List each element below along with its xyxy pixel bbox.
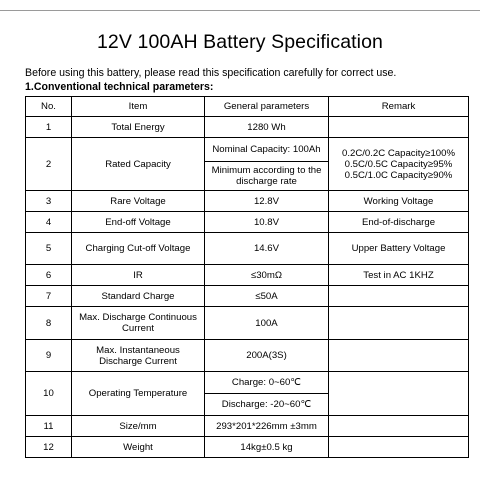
row-remark (329, 437, 469, 458)
row-param: 10.8V (205, 212, 329, 233)
intro-text: Before using this battery, please read this specification carefully for correct use. (25, 67, 397, 79)
row-item: IR (72, 265, 205, 286)
spec-table (25, 96, 469, 458)
header-item: Item (72, 97, 205, 117)
row-no: 7 (26, 286, 72, 307)
table-row (26, 117, 469, 138)
table-row (26, 138, 469, 162)
row-param: 1280 Wh (205, 117, 329, 138)
row-param: ≤50A (205, 286, 329, 307)
row-param: 14kg±0.5 kg (205, 437, 329, 458)
section-heading: 1.Conventional technical parameters: (25, 81, 214, 93)
row-item: Charging Cut-off Voltage (72, 233, 205, 265)
row-param: Charge: 0~60℃ (205, 372, 329, 394)
header-no: No. (26, 97, 72, 117)
row-item: Standard Charge (72, 286, 205, 307)
row-param: 200A(3S) (205, 340, 329, 372)
row-remark: Upper Battery Voltage (329, 233, 469, 265)
row-no: 6 (26, 265, 72, 286)
remark-line: 0.5C/1.0C Capacity≥90% (344, 169, 453, 181)
row-remark (329, 340, 469, 372)
row-remark: Test in AC 1KHZ (329, 265, 469, 286)
row-item: Max. Discharge Continuous Current (72, 307, 205, 340)
table-row (26, 372, 469, 394)
row-param: 100A (205, 307, 329, 340)
row-remark (329, 286, 469, 307)
row-item: Size/mm (72, 416, 205, 437)
row-no: 12 (26, 437, 72, 458)
table-row (26, 191, 469, 212)
table-row (26, 233, 469, 265)
top-rule (0, 10, 480, 11)
page-title: 12V 100AH Battery Specification (96, 31, 383, 53)
row-param: Discharge: -20~60℃ (205, 394, 329, 416)
row-item: Rated Capacity (72, 138, 205, 191)
table-row (26, 286, 469, 307)
row-remark: Working Voltage (329, 191, 469, 212)
table-row (26, 212, 469, 233)
row-param: 12.8V (205, 191, 329, 212)
row-remark (329, 138, 469, 191)
table-row (26, 340, 469, 372)
row-remark (329, 117, 469, 138)
row-no: 8 (26, 307, 72, 340)
row-no: 10 (26, 372, 72, 416)
row-param: Minimum according to the discharge rate (205, 162, 329, 191)
row-no: 11 (26, 416, 72, 437)
remark-line: 0.2C/0.2C Capacity≥100% (342, 147, 455, 159)
row-no: 1 (26, 117, 72, 138)
row-item: End-off Voltage (72, 212, 205, 233)
row-item: Operating Temperature (72, 372, 205, 416)
row-no: 9 (26, 340, 72, 372)
row-item: Max. Instantaneous Discharge Current (72, 340, 205, 372)
remark-line: 0.5C/0.5C Capacity≥95% (344, 158, 453, 170)
row-no: 4 (26, 212, 72, 233)
row-param: Nominal Capacity: 100Ah (205, 138, 329, 162)
header-general-parameters: General parameters (205, 97, 329, 117)
row-remark (329, 307, 469, 340)
header-remark: Remark (329, 97, 469, 117)
row-item: Weight (72, 437, 205, 458)
row-no: 5 (26, 233, 72, 265)
row-remark (329, 416, 469, 437)
row-param: 14.6V (205, 233, 329, 265)
row-item: Total Energy (72, 117, 205, 138)
table-header-row (26, 97, 469, 117)
row-no: 3 (26, 191, 72, 212)
row-item: Rare Voltage (72, 191, 205, 212)
row-remark: End-of-discharge (329, 212, 469, 233)
row-param: ≤30mΩ (205, 265, 329, 286)
row-no: 2 (26, 138, 72, 191)
table-row (26, 416, 469, 437)
table-row (26, 265, 469, 286)
table-row (26, 307, 469, 340)
table-row (26, 437, 469, 458)
row-param: 293*201*226mm ±3mm (205, 416, 329, 437)
row-remark (329, 372, 469, 416)
